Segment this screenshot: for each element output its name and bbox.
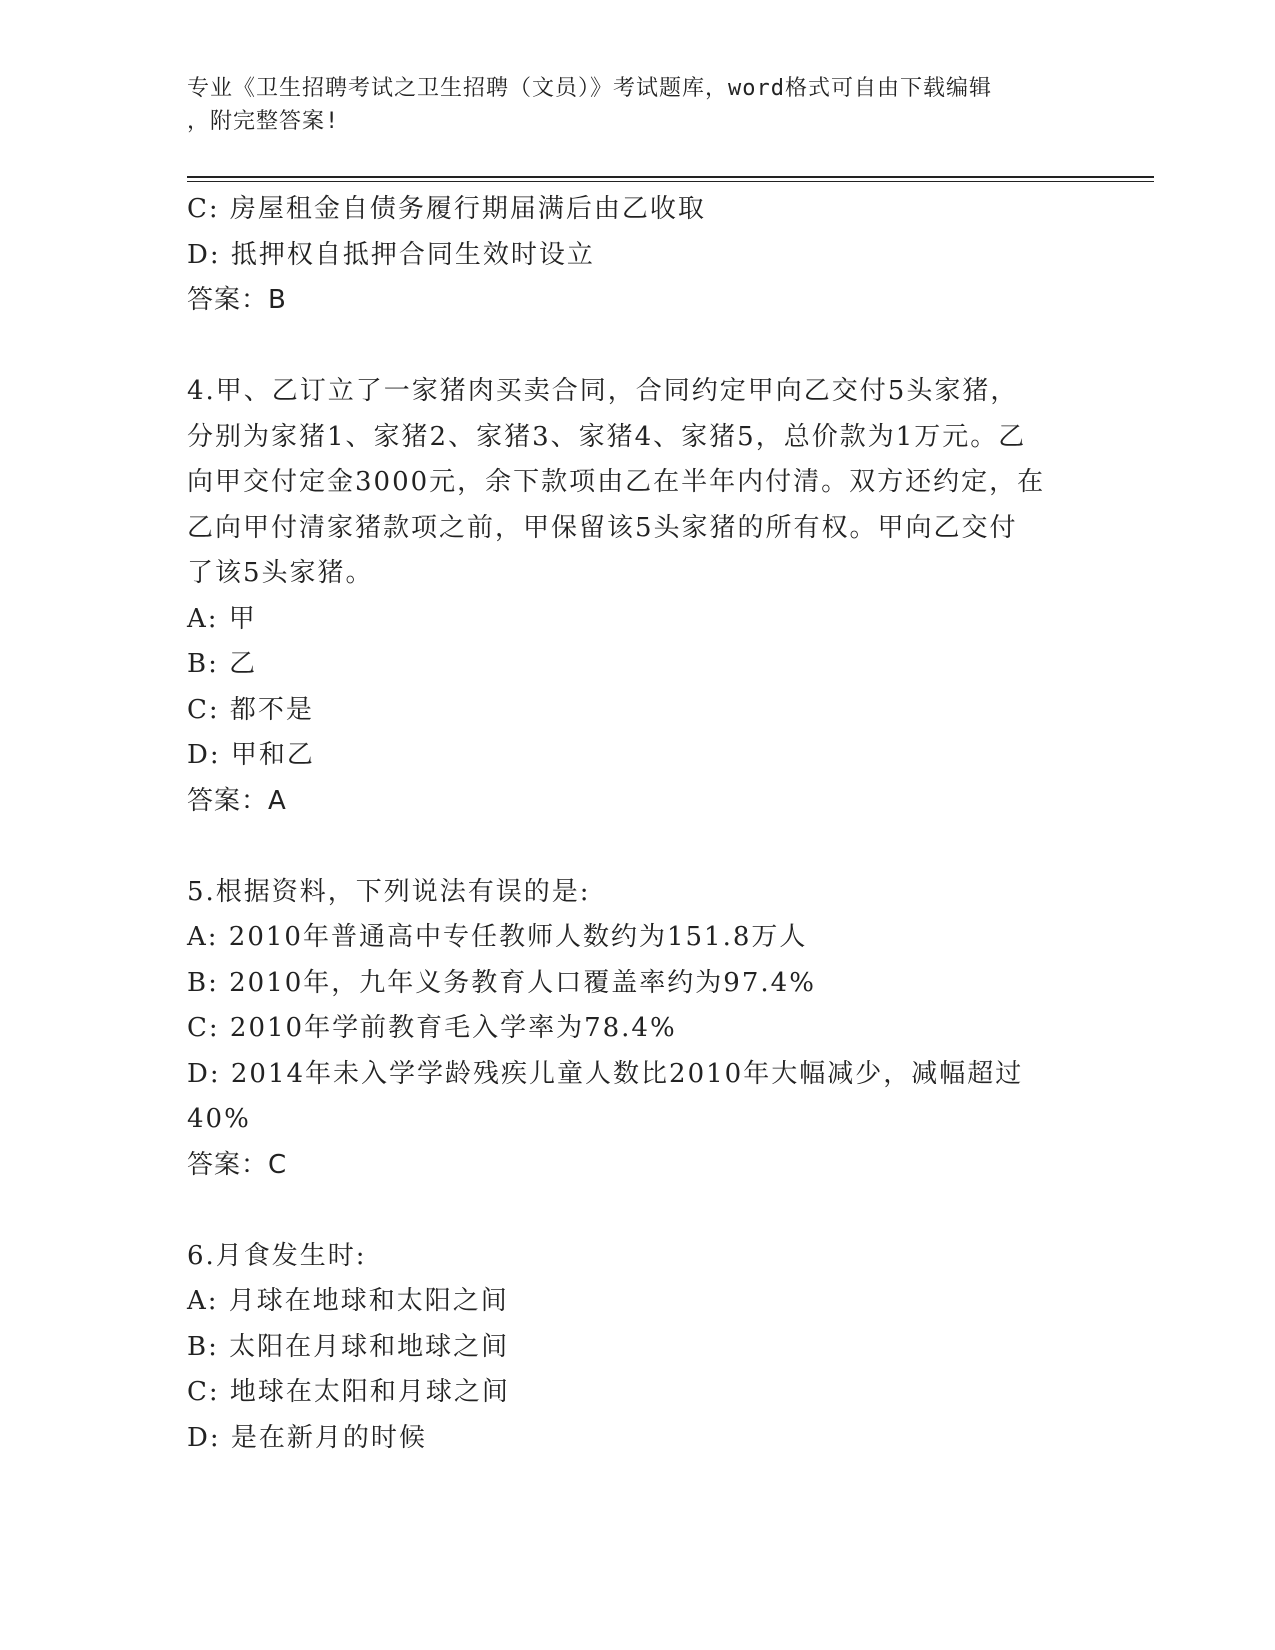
q3-option-c: C: 房屋租金自债务履行期届满后由乙收取: [187, 194, 706, 224]
q6-option-c: C: 地球在太阳和月球之间: [187, 1377, 510, 1407]
header-line-2: ，附完整答案!: [187, 109, 340, 134]
q4-stem-line-3: 向甲交付定金3000元，余下款项由乙在半年内付清。双方还约定，在: [187, 467, 1046, 497]
question-6-block: [187, 1234, 1087, 1462]
spacer: [187, 824, 1087, 870]
q5-stem: 5.根据资料，下列说法有误的是:: [187, 876, 591, 907]
header-divider-thick: [187, 176, 1154, 178]
q5-option-b: B: 2010年，九年义务教育人口覆盖率约为97.4%: [187, 967, 816, 998]
q5-option-a: A: 2010年普通高中专任教师人数约为151.8万人: [187, 922, 808, 952]
q4-stem-line-5: 了该5头家猪。: [187, 558, 374, 588]
question-4-block: [187, 369, 1087, 824]
question-5-block: [187, 870, 1087, 1189]
q5-option-d-line-2: 40%: [187, 1104, 251, 1134]
spacer: [187, 324, 1087, 370]
q4-answer: 答案：A: [187, 785, 287, 816]
q4-option-b: B: 乙: [187, 649, 258, 679]
q6-option-a: A: 月球在地球和太阳之间: [187, 1286, 509, 1316]
q3-option-d: D: 抵押权自抵押合同生效时设立: [187, 239, 595, 270]
q4-stem-line-4: 乙向甲付清家猪款项之前，甲保留该5头家猪的所有权。甲向乙交付: [187, 512, 1018, 543]
q4-stem-line-2: 分别为家猪1、家猪2、家猪3、家猪4、家猪5，总价款为1万元。乙: [187, 421, 1027, 452]
header-line-1: 专业《卫生招聘考试之卫生招聘（文员）》考试题库，word格式可自由下载编辑: [187, 76, 992, 101]
document-header: [187, 72, 1067, 138]
q5-option-d-line-1: D: 2014年未入学学龄残疾儿童人数比2010年大幅减少，减幅超过: [187, 1058, 1024, 1089]
question-3-block: [187, 187, 1087, 324]
q6-option-d: D: 是在新月的时候: [187, 1422, 427, 1453]
q4-stem-line-1: 4.甲、乙订立了一家猪肉买卖合同，合同约定甲向乙交付5头家猪，: [187, 376, 1019, 406]
q4-option-d: D: 甲和乙: [187, 740, 315, 770]
header-divider-thin: [187, 181, 1154, 182]
q4-option-a: A: 甲: [187, 603, 257, 634]
q5-answer: 答案：C: [187, 1149, 288, 1180]
q4-option-c: C: 都不是: [187, 694, 314, 725]
q5-option-c: C: 2010年学前教育毛入学率为78.4%: [187, 1013, 677, 1043]
q6-option-b: B: 太阳在月球和地球之间: [187, 1331, 510, 1362]
spacer: [187, 1188, 1087, 1234]
question-content: [187, 187, 1087, 1461]
q6-stem: 6.月食发生时:: [187, 1240, 367, 1271]
q3-answer: 答案：B: [187, 285, 287, 315]
